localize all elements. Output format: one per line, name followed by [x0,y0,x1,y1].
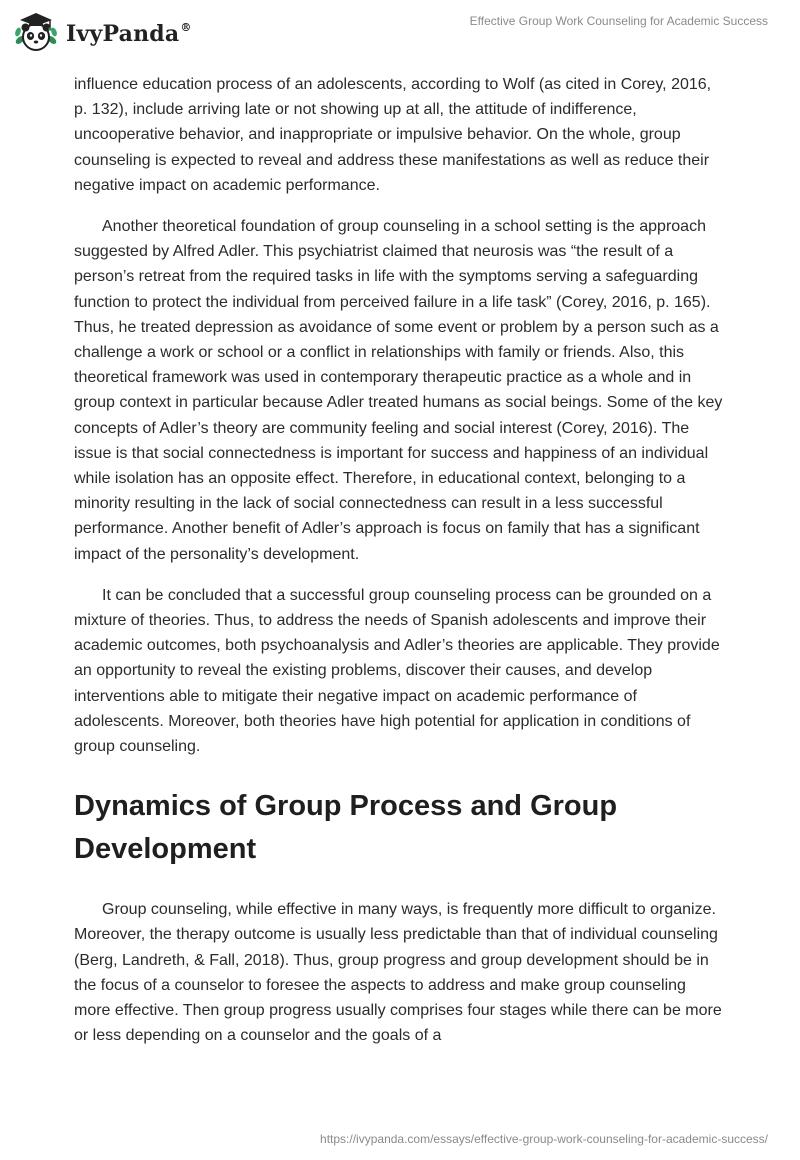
paragraph-adler: Another theoretical foundation of group counseling in a school setting is the approach suggested by Alfred Adler. This psychiatrist claimed that neurosis was “the result of a person’s retreat from the required tasks in life with the symptoms serving a safeguarding function to protect the individual from perceived failure in a life task” (Corey, 2016, p. 165). Thus, he treated depression as avoidance of some event or problem by a person such as a challenge a work or school or a conflict in relationships with family or friends. Also, this theoretical framework was used in contemporary therapeutic practice as a whole and in group context in particular because Adler treated humans as social beings. Some of the key concepts of Adler’s theory are community feeling and social interest (Corey, 2016). The issue is that social connectedness is important for success and happiness of an individual while isolation has an opposite effect. Therefore, in educational context, belonging to a minority resulting in the lack of social connectedness can result in a less successful performance. Another benefit of Adler’s approach is focus on family that has a significant impact of the personality’s development. [74,218,723,563]
brand-name [66,21,192,47]
panda-graduate-icon [12,10,60,54]
essay-content [74,72,726,1065]
registered-mark: ® [180,21,192,34]
section-heading: Dynamics of Group Process and Group Development [74,790,618,866]
paragraph-group-dynamics: Group counseling, while effective in many ways, is frequently more difficult to organize. Moreover, the therapy outcome is usually less predictable than that of individual counseling (Berg, Landreth, & Fall, 2018). Thus, group progress and group development should be in the focus of a counselor to foresee the aspects to address and make group counseling more effective. Then group progress usually comprises four stages while there can be more or less depending on a counselor and the goals of a [74,901,722,1045]
footer-url[interactable]: https://ivypanda.com/essays/effective-group-work-counseling-for-academic-success/ [320,1132,768,1146]
document-title: Effective Group Work Counseling for Academic Success [469,14,768,28]
brand-text: IvyPanda [66,21,180,47]
ivypanda-logo[interactable] [12,10,192,54]
paragraph-continuation: influence education process of an adolescents, according to Wolf (as cited in Corey, 2016, p. 132), include arriving late or not showing up at all, the attitude of indifference, uncooperative behavior, and inappropriate or impulsive behavior. On the whole, group counseling is expected to reveal and address these manifestations as well as reduce their negative impact on academic performance. [74,76,712,194]
page-header [0,0,800,64]
paragraph-conclusion: It can be concluded that a successful group counseling process can be grounded on a mixture of theories. Thus, to address the needs of Spanish adolescents and improve their academic outcomes, both psychoanalysis and Adler’s theories are applicable. They provide an opportunity to reveal the existing problems, discover their causes, and develop interventions able to mitigate their negative impact on academic performance of adolescents. Moreover, both theories have high potential for application in conditions of group counseling. [74,586,720,756]
